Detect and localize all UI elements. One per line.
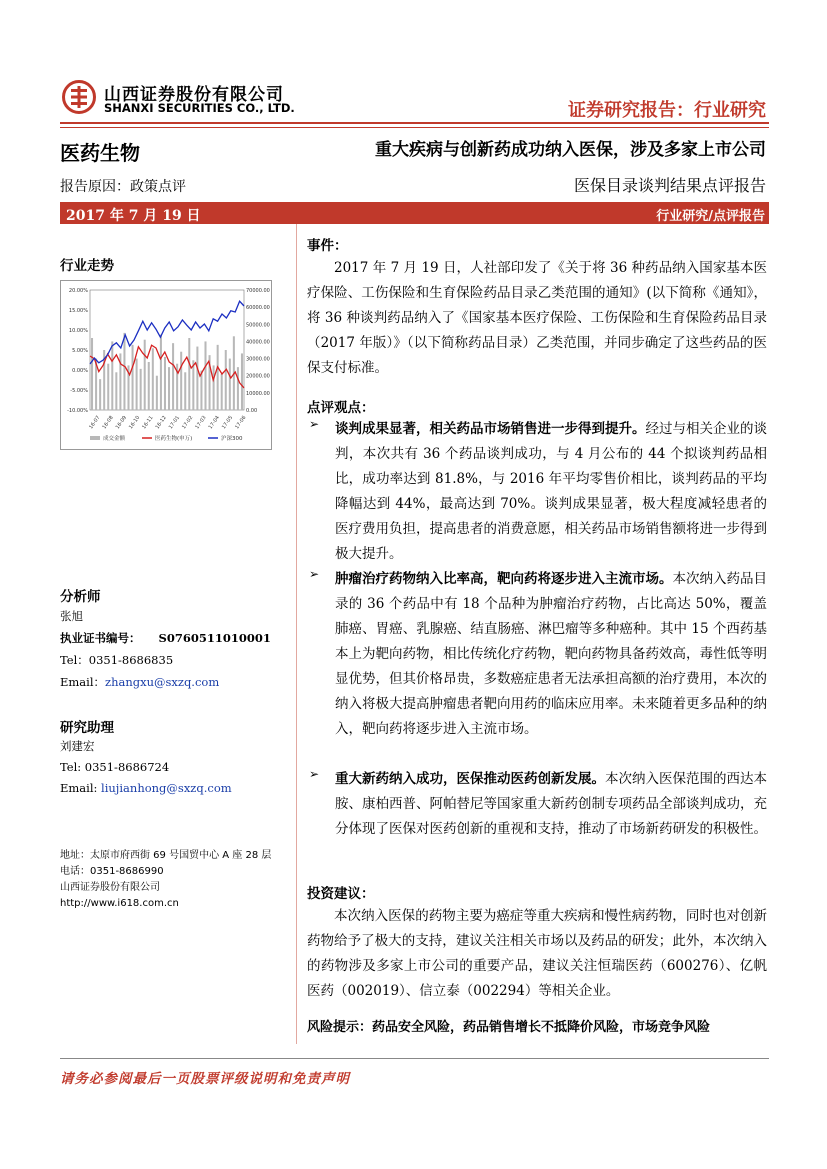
report-date: 2017 年 7 月 19 日 [66, 208, 201, 224]
legend-label: 医药生物(申万) [155, 436, 193, 442]
analyst-name: 张旭 [60, 609, 83, 623]
y-right-tick-label: 40000.00 [246, 339, 270, 346]
y-right-tick-label: 60000.00 [246, 305, 270, 312]
company-name-en: SHANXI SECURITIES CO., LTD. [104, 101, 295, 115]
cert-number: S0760511010001 [158, 631, 271, 645]
assistant-name: 刘建宏 [60, 739, 95, 753]
volume-bar [107, 364, 109, 410]
volume-bar [180, 352, 182, 410]
volume-bar [237, 367, 239, 410]
legend-swatch-volume [90, 436, 100, 440]
volume-bar [204, 341, 206, 410]
company-phone: 电话：0351-8686990 [60, 866, 164, 877]
volume-bar [164, 357, 166, 410]
event-heading: 事件： [307, 238, 348, 254]
assistant-title: 研究助理 [60, 720, 114, 736]
volume-bar [136, 359, 138, 410]
x-tick-label: 17-03 [194, 414, 208, 431]
y-right-tick-label: 50000.00 [246, 322, 270, 329]
cert-label: 执业证书编号： [60, 631, 141, 645]
view-heading: 点评观点： [307, 400, 375, 416]
volume-bar [140, 369, 142, 410]
x-tick-label: 17-04 [207, 414, 221, 431]
sector-label: 医药生物 [60, 141, 140, 165]
y-left-tick-label: -5.00% [70, 388, 88, 394]
y-right-tick-label: 10000.00 [246, 390, 270, 397]
volume-bar [184, 372, 186, 410]
volume-bar [152, 348, 154, 410]
report-subtitle: 医保目录谈判结果点评报告 [573, 176, 766, 195]
bullet-arrow-icon: ➢ [309, 417, 320, 431]
company-name-cn: 山西证券股份有限公司 [104, 85, 284, 105]
footer-disclaimer: 请务必参阅最后一页股票评级说明和免责声明 [60, 1071, 350, 1087]
volume-bar [200, 371, 202, 410]
bullet-1 [307, 417, 767, 567]
bullet-2-lead: 肿瘤治疗药物纳入比率高，靶向药将逐步进入主流市场。 [335, 571, 673, 587]
x-tick-label: 16-10 [128, 414, 142, 431]
assistant-email-link[interactable]: liujianhong@sxzq.com [101, 781, 232, 795]
advice-heading: 投资建议： [307, 886, 375, 902]
analyst-email-label: Email： [60, 675, 106, 689]
volume-bar [111, 341, 113, 410]
company-logo [62, 80, 96, 114]
y-right-tick-label: 20000.00 [246, 373, 270, 380]
y-left-tick-label: 5.00% [72, 348, 88, 354]
bullet-arrow-icon: ➢ [309, 767, 320, 781]
volume-bar [192, 360, 194, 410]
volume-bar [156, 376, 158, 410]
report-title: 重大疾病与创新药成功纳入医保，涉及多家上市公司 [375, 140, 766, 160]
advice-paragraph: 本次纳入医保的药物主要为癌症等重大疾病和慢性病药物，同时也对创新药物给予了极大的支持，建议关注相关市场以及药品的研发；此外，本次纳入的药物涉及多家上市公司的重要产品，建议关注恒瑞医药（600276）、亿帆医药（002019）、信立泰（002294）等相关企业。 [307, 908, 767, 999]
risk-warning: 风险提示：药品安全风险，药品销售增长不抵降价风险，市场竞争风险 [307, 1020, 711, 1035]
report-type: 证券研究报告：行业研究 [568, 100, 766, 121]
bullet-3-text: 本次纳入医保范围的西达本胺、康柏西普、阿帕替尼等国家重大新药创制专项药品全部谈判成功，充分体现了医保对医药创新的重视和支持，推动了市场新药研发的积极性。 [335, 771, 767, 837]
volume-bar [148, 362, 150, 410]
trend-title: 行业走势 [60, 258, 114, 274]
y-left-tick-label: 20.00% [68, 288, 88, 294]
company-name-footer: 山西证券股份有限公司 [60, 882, 160, 893]
assistant-email-row [60, 781, 232, 795]
footer-divider [60, 1058, 769, 1059]
y-left-tick-label: 15.00% [68, 308, 88, 314]
legend-label: 沪深300 [221, 436, 243, 442]
volume-bar [160, 335, 162, 410]
volume-bar [172, 343, 174, 410]
volume-bar [196, 347, 198, 410]
bullet-1-text: 经过与相关企业的谈判，本次共有 36 个药品谈判成功，与 4 月公布的 44 个拟谈判药品相比，成功率达到 81.8%，与 2016 年平均零售价相比，谈判药品的平均降幅达到 44%，最高达到 70%。谈判成果显著，极大程度减轻患者的医疗费用负担，提高患者的消费意愿，相关药品市场销售额将进一步得到极大提升。 [335, 421, 767, 562]
bullet-2-text: 本次纳入药品目录的 36 个药品中有 18 个品种为肿瘤治疗药物，占比高达 50%，覆盖肺癌、胃癌、乳腺癌、结直肠癌、淋巴瘤等多种癌种。其中 15 个西药基本上为靶向药物，相比传统化疗药物，靶向药物具备药效高，毒性低等明显优势，但其价格昂贵，多数癌症患者无法承担高额的治疗费用，本次的纳入将极大提高肿瘤患者靶向用药的临床应用率。未来随着更多品种的纳入，靶向药将逐步进入主流市场。 [335, 571, 767, 737]
assistant-email-label: Email: [60, 781, 102, 795]
volume-bar [188, 338, 190, 410]
y-right-tick-label: 70000.00 [246, 288, 270, 294]
header-divider-thin [60, 127, 769, 128]
analyst-tel: Tel：0351-8686835 [60, 653, 174, 667]
analyst-email-link[interactable]: zhangxu@sxzq.com [105, 675, 220, 689]
y-right-tick-label: 0.00 [246, 408, 258, 414]
volume-bar [241, 353, 243, 410]
industry-trend-chart [60, 280, 272, 450]
cert-row [60, 630, 271, 646]
volume-bar [168, 367, 170, 410]
volume-bar [144, 340, 146, 410]
x-tick-label: 16-11 [141, 414, 155, 431]
bullet-3 [307, 767, 767, 842]
volume-bar [221, 374, 223, 410]
x-tick-label: 16-12 [154, 414, 168, 431]
x-tick-label: 17-06 [234, 414, 248, 431]
x-tick-label: 17-05 [220, 414, 235, 431]
bullet-3-lead: 重大新药纳入成功，医保推动医药创新发展。 [335, 771, 605, 787]
volume-bar [213, 365, 215, 410]
x-tick-label: 17-02 [181, 414, 195, 431]
volume-bar [229, 359, 231, 410]
x-tick-label: 16-08 [101, 414, 115, 431]
volume-bar [115, 372, 117, 410]
assistant-tel: Tel: 0351-8686724 [60, 760, 170, 774]
volume-bar [91, 338, 93, 410]
volume-bar [123, 333, 125, 410]
report-category: 行业研究/点评报告 [656, 209, 765, 224]
event-paragraph: 2017 年 7 月 19 日，人社部印发了《关于将 36 种药品纳入国家基本医疗保险、工伤保险和生育保险药品目录乙类范围的通知》(以下简称《通知》，将 36 种谈判药品纳入了《国家基本医疗保险、工伤保险和生育保险药品目录（2017 年版）》（以下简称药品目录）乙类范围，并同步确定了这些药品的医保支付标准。 [307, 260, 767, 376]
report-reason: 报告原因：政策点评 [60, 179, 186, 195]
column-divider [296, 224, 297, 1044]
company-address: 地址：太原市府西街 69 号国贸中心 A 座 28 层 [60, 850, 272, 861]
y-right-tick-label: 30000.00 [246, 356, 270, 363]
x-tick-label: 17-01 [167, 414, 182, 431]
analyst-email-row [60, 674, 219, 690]
y-left-tick-label: -10.00% [67, 408, 88, 414]
bullet-2 [307, 567, 767, 742]
x-tick-label: 16-07 [88, 414, 102, 431]
analyst-title: 分析师 [60, 589, 101, 605]
x-tick-label: 16-09 [114, 414, 128, 431]
volume-bar [132, 345, 134, 410]
bullet-1-lead: 谈判成果显著，相关药品市场销售进一步得到提升。 [335, 421, 646, 437]
volume-bar [99, 379, 101, 410]
company-website[interactable]: http://www.i618.com.cn [60, 898, 179, 909]
y-left-tick-label: 0.00% [72, 368, 88, 374]
legend-label: 成交金额 [103, 436, 126, 442]
header-divider [60, 122, 769, 124]
bullet-arrow-icon: ➢ [309, 567, 320, 581]
volume-bar [225, 350, 227, 410]
y-left-tick-label: 10.00% [68, 328, 88, 334]
volume-bar [217, 345, 219, 410]
